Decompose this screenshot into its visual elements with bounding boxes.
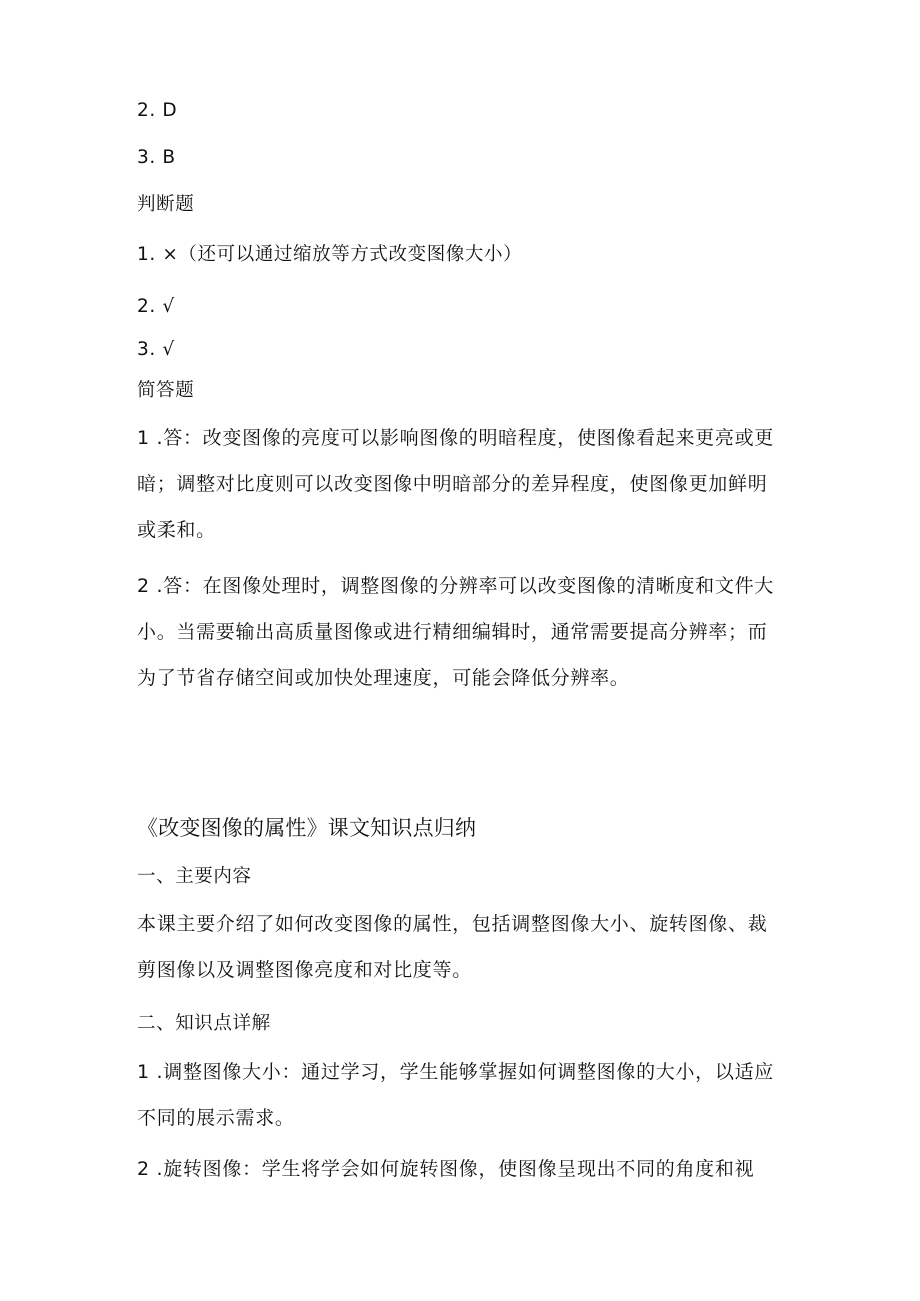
judge-answer-1: 1. ×（还可以通过缩放等方式改变图像大小） xyxy=(137,244,523,265)
knowledge-point-1: 1 .调整图像大小：通过学习，学生能够掌握如何调整图像的大小，以适应不同的展示需求。 xyxy=(137,1061,774,1129)
section-main-content-heading: 一、主要内容 xyxy=(137,866,252,887)
summary-title: 《改变图像的属性》课文知识点归纳 xyxy=(137,816,477,840)
knowledge-point-2: 2 .旋转图像：学生将学会如何旋转图像，使图像呈现出不同的角度和视 xyxy=(137,1158,755,1180)
section-knowledge-points-heading: 二、知识点详解 xyxy=(137,1013,271,1034)
short-answer-1: 1 .答：改变图像的亮度可以影响图像的明暗程度，使图像看起来更亮或更暗；调整对比度则可以改变图像中明暗部分的差异程度，使图像更加鲜明或柔和。 xyxy=(137,427,774,541)
short-answer-2: 2 .答：在图像处理时，调整图像的分辨率可以改变图像的清晰度和文件大小。当需要输出高质量图像或进行精细编辑时，通常需要提高分辨率；而为了节省存储空间或加快处理速度，可能会降低分辨率。 xyxy=(137,575,774,689)
judge-answer-3: 3. √ xyxy=(137,339,175,360)
short-answer-heading: 简答题 xyxy=(137,380,195,401)
judge-answer-2: 2. √ xyxy=(137,296,175,317)
choice-answer-3: 3. B xyxy=(137,147,176,168)
main-content-paragraph: 本课主要介绍了如何改变图像的属性，包括调整图像大小、旋转图像、裁剪图像以及调整图像亮度和对比度等。 xyxy=(137,913,768,981)
judge-heading: 判断题 xyxy=(137,194,195,215)
choice-answer-2: 2. D xyxy=(137,100,178,121)
